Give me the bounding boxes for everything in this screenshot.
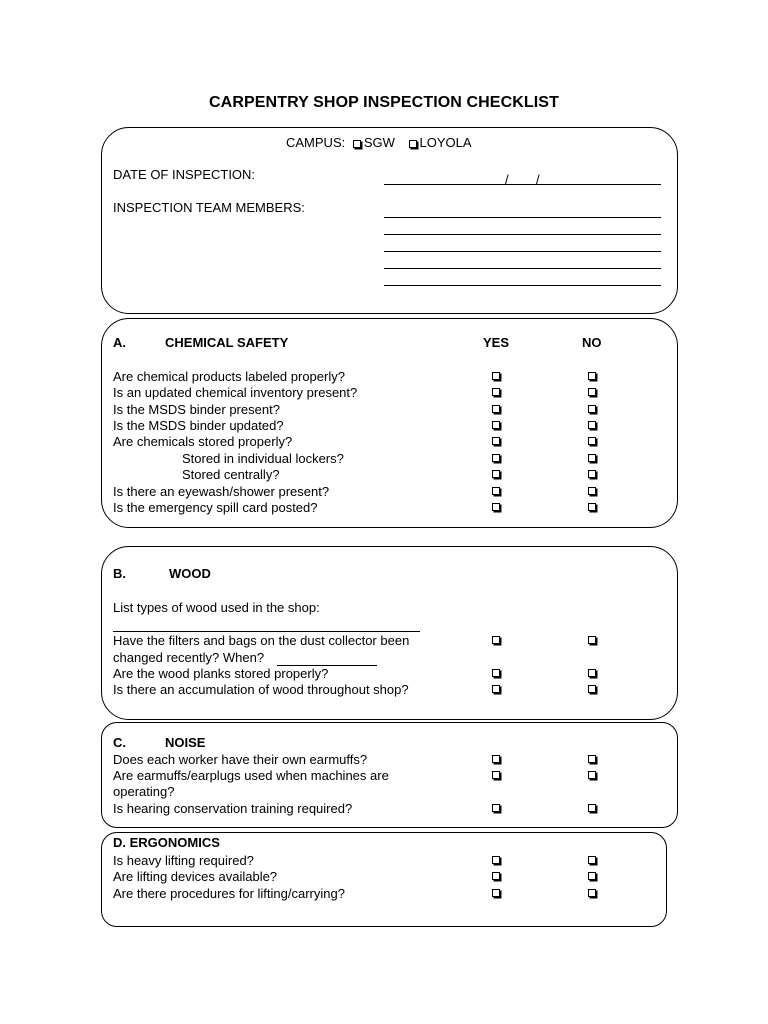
yes-checkbox[interactable] (492, 503, 500, 511)
yes-checkbox[interactable] (492, 889, 500, 897)
section-b-question: Is there an accumulation of wood throughout shop? (113, 682, 409, 697)
section-b-question: Are the wood planks stored properly? (113, 666, 329, 681)
no-checkbox[interactable] (588, 856, 596, 864)
no-checkbox[interactable] (588, 470, 596, 478)
section-a-title: CHEMICAL SAFETY (165, 335, 289, 350)
section-a-question: Are chemical products labeled properly? (113, 369, 345, 384)
yes-checkbox[interactable] (492, 421, 500, 429)
no-checkbox[interactable] (588, 872, 596, 880)
date-label: DATE OF INSPECTION: (113, 167, 256, 182)
page-title: CARPENTRY SHOP INSPECTION CHECKLIST (209, 94, 559, 111)
section-d-question: Are there procedures for lifting/carrying? (113, 886, 345, 901)
no-checkbox[interactable] (588, 771, 596, 779)
no-checkbox[interactable] (588, 421, 596, 429)
section-a-letter: A. (113, 335, 126, 350)
section-a-question: Is the MSDS binder present? (113, 402, 280, 417)
campus-loyola-checkbox[interactable] (409, 140, 417, 148)
section-b-letter: B. (113, 566, 126, 581)
no-checkbox[interactable] (588, 636, 596, 644)
no-checkbox[interactable] (588, 804, 596, 812)
yes-checkbox[interactable] (492, 388, 500, 396)
section-a-question: Stored in individual lockers? (182, 451, 344, 466)
section-d-question: Is heavy lifting required? (113, 853, 254, 868)
no-checkbox[interactable] (588, 503, 596, 511)
no-checkbox[interactable] (588, 405, 596, 413)
no-checkbox[interactable] (588, 487, 596, 495)
yes-checkbox[interactable] (492, 755, 500, 763)
team-member-field-5[interactable] (384, 285, 661, 286)
yes-checkbox[interactable] (492, 636, 500, 644)
section-d-question: Are lifting devices available? (113, 869, 278, 884)
yes-checkbox[interactable] (492, 470, 500, 478)
section-c-question: Are earmuffs/earplugs used when machines are (113, 768, 389, 783)
section-c-question: Does each worker have their own earmuffs? (113, 752, 368, 767)
campus-label: CAMPUS: (286, 135, 346, 150)
no-checkbox[interactable] (588, 372, 596, 380)
campus-loyola-label: LOYOLA (419, 135, 472, 150)
date-separator-2: / (536, 172, 540, 187)
campus-sgw-checkbox[interactable] (353, 140, 361, 148)
section-c-letter: C. (113, 735, 126, 750)
section-c-title: NOISE (165, 735, 206, 750)
campus-sgw-label: SGW (363, 135, 395, 150)
section-a-question: Is an updated chemical inventory present? (113, 385, 358, 400)
yes-checkbox[interactable] (492, 669, 500, 677)
section-a-question: Stored centrally? (182, 467, 280, 482)
section-b-question: changed recently? When? (113, 650, 265, 665)
no-column-header: NO (582, 335, 602, 350)
team-member-field-1[interactable] (384, 217, 661, 218)
section-b-title: WOOD (169, 566, 211, 581)
no-checkbox[interactable] (588, 889, 596, 897)
no-checkbox[interactable] (588, 669, 596, 677)
yes-checkbox[interactable] (492, 487, 500, 495)
section-c-question: operating? (113, 784, 175, 799)
section-a-question: Is the MSDS binder updated? (113, 418, 284, 433)
no-checkbox[interactable] (588, 388, 596, 396)
no-checkbox[interactable] (588, 454, 596, 462)
no-checkbox[interactable] (588, 437, 596, 445)
team-member-field-3[interactable] (384, 251, 661, 252)
yes-checkbox[interactable] (492, 372, 500, 380)
wood-list-prompt: List types of wood used in the shop: (113, 600, 320, 615)
yes-checkbox[interactable] (492, 454, 500, 462)
section-b-question: Have the filters and bags on the dust collector been (113, 633, 410, 648)
no-checkbox[interactable] (588, 685, 596, 693)
wood-list-field[interactable] (113, 631, 420, 632)
section-d-title: D. ERGONOMICS (113, 835, 220, 850)
team-member-field-2[interactable] (384, 234, 661, 235)
section-a-question: Is there an eyewash/shower present? (113, 484, 330, 499)
date-field[interactable] (384, 172, 661, 187)
team-label: INSPECTION TEAM MEMBERS: (113, 200, 305, 215)
date-separator-1: / (505, 172, 509, 187)
team-member-field-4[interactable] (384, 268, 661, 269)
yes-checkbox[interactable] (492, 405, 500, 413)
yes-column-header: YES (483, 335, 510, 350)
yes-checkbox[interactable] (492, 437, 500, 445)
no-checkbox[interactable] (588, 755, 596, 763)
yes-checkbox[interactable] (492, 856, 500, 864)
campus-row (286, 135, 472, 151)
yes-checkbox[interactable] (492, 804, 500, 812)
section-c-question: Is hearing conservation training required? (113, 801, 353, 816)
yes-checkbox[interactable] (492, 685, 500, 693)
yes-checkbox[interactable] (492, 872, 500, 880)
section-a-question: Is the emergency spill card posted? (113, 500, 318, 515)
section-a-question: Are chemicals stored properly? (113, 434, 293, 449)
yes-checkbox[interactable] (492, 771, 500, 779)
